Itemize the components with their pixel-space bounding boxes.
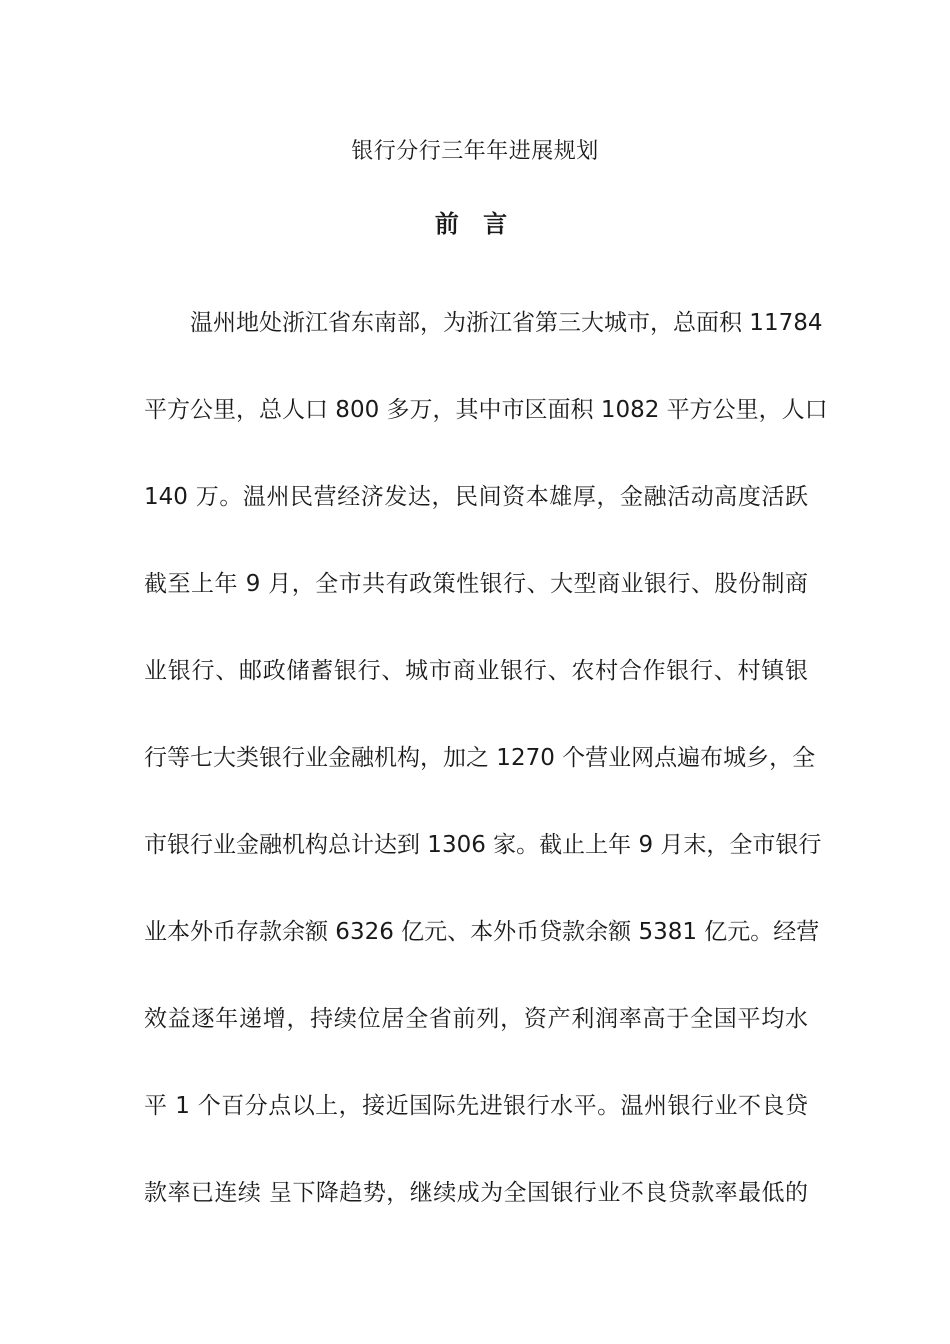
- paragraph-line: 截至上年 9 月，全市共有政策性银行、大型商业银行、股份制商: [144, 571, 808, 597]
- paragraph-line: 平方公里，总人口 800 多万，其中市区面积 1082 平方公里，人口: [144, 397, 828, 423]
- paragraph-line: 效益逐年递增，持续位居全省前列，资产利润率高于全国平均水: [144, 1006, 808, 1032]
- body-paragraph: [144, 300, 828, 1257]
- document-title: 银行分行三年年进展规划: [351, 139, 599, 164]
- paragraph-line: 业银行、邮政储蓄银行、城市商业银行、农村合作银行、村镇银: [144, 658, 808, 684]
- paragraph-line: 140 万。温州民营经济发达，民间资本雄厚，金融活动高度活跃: [144, 484, 808, 510]
- paragraph-line: 业本外币存款余额 6326 亿元、本外币贷款余额 5381 亿元。经营: [144, 919, 820, 945]
- paragraph-line: 温州地处浙江省东南部，为浙江省第三大城市，总面积 11784: [190, 310, 823, 336]
- paragraph-line: 行等七大类银行业金融机构，加之 1270 个营业网点遍布城乡，全: [144, 745, 816, 771]
- paragraph-line: 款率已连续 呈下降趋势，继续成为全国银行业不良贷款率最低的: [144, 1180, 808, 1206]
- section-heading-preface: 前 言: [434, 210, 516, 238]
- paragraph-line: 市银行业金融机构总计达到 1306 家。截止上年 9 月末，全市银行: [144, 832, 822, 858]
- paragraph-line: 平 1 个百分点以上，接近国际先进银行水平。温州银行业不良贷: [144, 1093, 808, 1119]
